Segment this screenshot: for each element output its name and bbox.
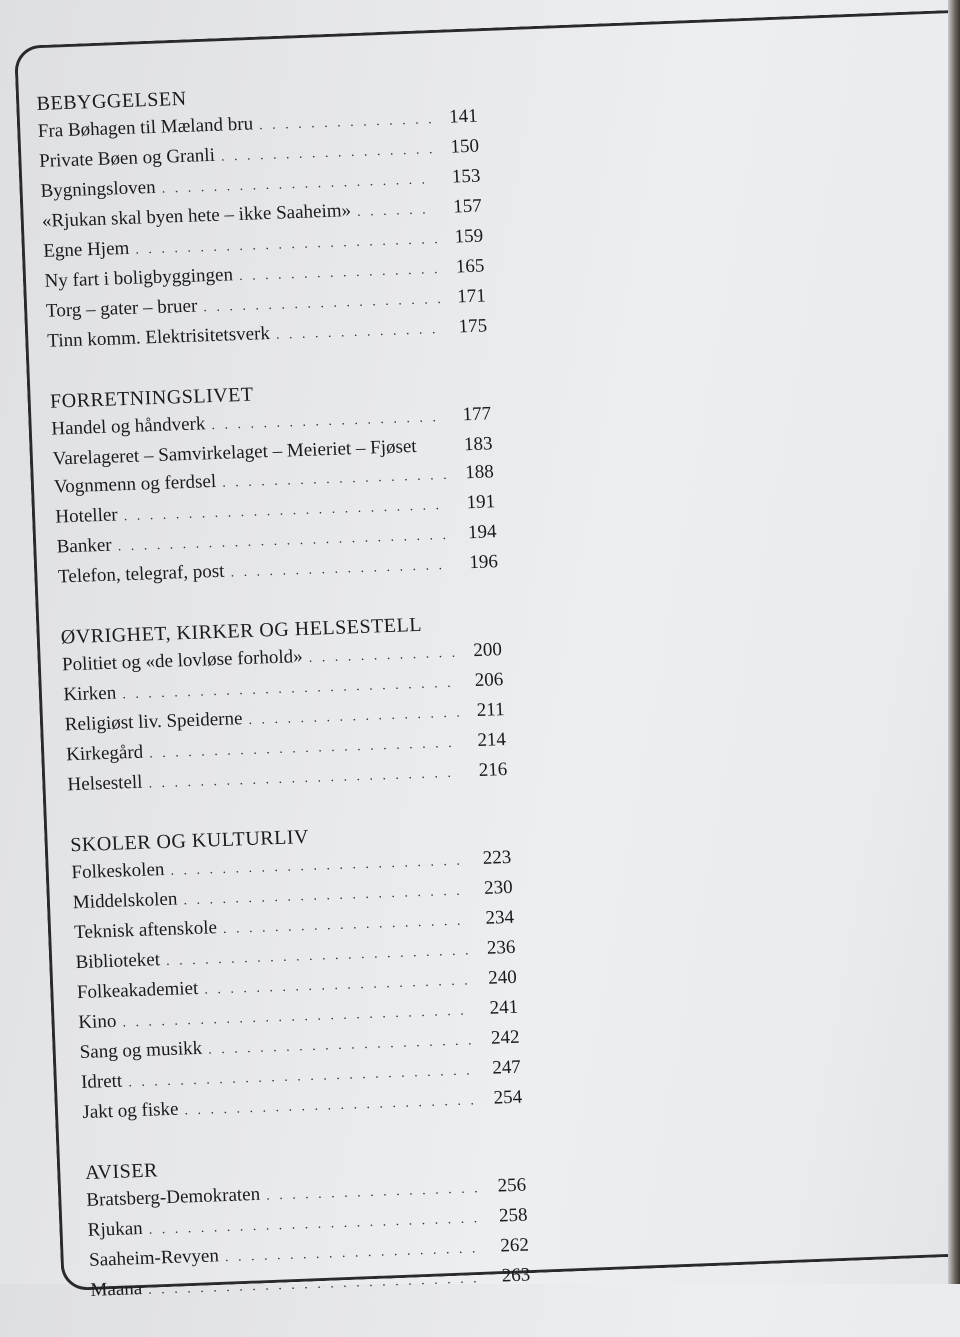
section-title: AVISER (84, 1159, 159, 1184)
book-spine-edge (948, 0, 960, 1284)
entry-page: 157 (452, 195, 483, 218)
toc-section-aviser (85, 1144, 531, 1307)
entry-label: Folkeakademiet (76, 977, 199, 1004)
entry-label: Hoteller (54, 504, 119, 528)
entry-label: Kirken (62, 682, 117, 706)
entry-page: 241 (489, 996, 519, 1019)
entry-label: Helsestell (67, 771, 143, 796)
toc-section-forretningslivet (50, 372, 499, 593)
entry-page: 194 (467, 521, 497, 544)
entry-page: 206 (474, 669, 504, 692)
entry-label: Biblioteket (75, 949, 161, 974)
entry-page: 230 (483, 876, 514, 899)
entry-label: Rjukan (87, 1217, 144, 1241)
entry-label: Torg – gater – bruer (45, 295, 198, 322)
entry-label: Saaheim-Revyen (88, 1245, 220, 1271)
entry-label: Folkeskolen (71, 859, 165, 884)
entry-page: 159 (454, 225, 484, 248)
entry-page: 196 (468, 551, 499, 574)
entry-page: 211 (476, 699, 506, 721)
entry-label: Tinn komm. Elektrisitetsverk (46, 322, 271, 352)
entry-page: 183 (463, 433, 493, 456)
entry-page: 256 (497, 1174, 527, 1197)
entry-page: 165 (455, 255, 485, 278)
entry-page: 258 (498, 1204, 528, 1227)
entry-page: 242 (490, 1026, 520, 1049)
entry-page: 240 (487, 966, 518, 989)
entry-label: Banker (56, 534, 113, 558)
entry-page: 223 (482, 846, 512, 869)
leader-dots (275, 316, 442, 350)
entry-page: 263 (501, 1264, 531, 1287)
section-title: FORRETNINGSLIVET (49, 383, 255, 413)
leader-dots (356, 196, 436, 227)
table-of-contents (36, 75, 532, 1337)
entry-page: 236 (486, 936, 516, 959)
entry-label: Fra Bøhagen til Mæland bru (37, 113, 254, 142)
section-title: ØVRIGHET, KIRKER OG HELSESTELL (60, 613, 423, 649)
leader-dots (308, 640, 457, 673)
entry-label: Kirkegård (65, 741, 144, 766)
entry-page: 200 (472, 639, 503, 662)
entry-label: Jakt og fiske (81, 1098, 179, 1123)
leader-dots (230, 552, 453, 588)
entry-label: Sang og musikk (79, 1037, 203, 1064)
entry-label: Handel og håndverk (50, 413, 206, 440)
entry-page: 191 (466, 491, 496, 514)
entry-label: «Rjukan skal byen hete – ikke Saaheim» (41, 200, 352, 232)
entry-label: Vognmenn og ferdsel (53, 470, 217, 498)
toc-section-bebyggelsen (36, 75, 488, 358)
entry-label: Politiet og «de lovløse forhold» (61, 646, 304, 676)
section-title: BEBYGGELSEN (36, 87, 187, 115)
entry-page: 177 (462, 403, 492, 426)
entry-label: Teknisk aftenskole (73, 917, 218, 944)
entry-page: 214 (476, 729, 507, 751)
entry-page: 216 (478, 758, 508, 781)
entry-page: 141 (448, 105, 479, 128)
entry-label: Religiøst liv. Speiderne (64, 708, 243, 736)
section-title: SKOLER OG KULTURLIV (69, 825, 310, 857)
entry-label: Bygningsloven (40, 176, 157, 202)
entry-page: 234 (485, 906, 515, 929)
entry-page: 188 (464, 461, 495, 484)
entry-label: Bratsberg-Demokraten (85, 1183, 261, 1211)
entry-label: Ny fart i boligbyggingen (44, 264, 234, 292)
entry-page: 254 (493, 1086, 523, 1109)
entry-label: Middelskolen (72, 888, 178, 914)
toc-section-ovrighet (60, 608, 508, 801)
entry-label: Private Bøen og Granli (38, 144, 216, 172)
entry-label: Idrett (80, 1070, 123, 1094)
entry-page: 262 (499, 1234, 530, 1257)
entry-label: Varelageret – Samvirkelaget – Meieriet – Fjøset (52, 435, 418, 470)
entry-label: Egne Hjem (42, 237, 130, 262)
entry-page: 247 (491, 1056, 522, 1079)
entry-page: 150 (450, 135, 480, 158)
entry-page: 171 (456, 285, 487, 308)
leader-dots (423, 451, 447, 452)
toc-section-skoler (70, 816, 523, 1129)
entry-label: Kino (77, 1010, 117, 1034)
entry-page: 175 (458, 315, 488, 338)
entry-label: Telefon, telegraf, post (57, 560, 225, 588)
entry-label: Maana (90, 1278, 143, 1301)
entry-page: 153 (451, 165, 481, 188)
